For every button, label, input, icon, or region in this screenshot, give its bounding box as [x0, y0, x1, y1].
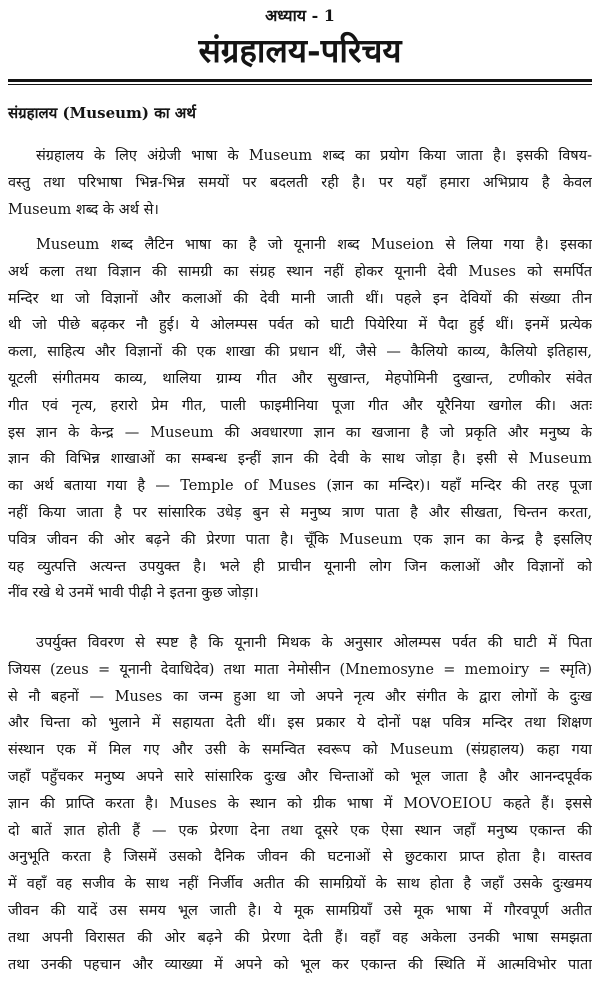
text-line: यह व्युत्पत्ति अत्यन्त उपयुक्त है। भले ही प्राचीन यूनानी लोग जिन कलाओं और विज्ञानों को: [8, 558, 592, 575]
paragraph-3: [8, 630, 592, 978]
text-line: उपर्युक्त विवरण से स्पष्ट है कि यूनानी मिथक के अनुसार ओलम्पस पर्वत की घाटी में पिता: [36, 635, 592, 651]
text-line: नींव रखे थे उनमें भावी पीढ़ी ने इतना कुछ जोड़ा।: [8, 585, 259, 602]
chapter-title: संग्रहालय-परिचय: [198, 31, 402, 70]
text-line: यूटली संगीतमय काव्य, थालिया ग्राम्य गीत और सुखान्त, मेहपोमिनी दुखान्त, टणीकोर संवेत: [8, 370, 592, 387]
title-rule-thin: [8, 84, 592, 85]
text-line: का अर्थ बताया गया है — Temple of Muses (ज्ञान का मन्दिर)। यहाँ मन्दिर की तरह पूजा: [8, 478, 592, 495]
text-line: इस ज्ञान के केन्द्र — Museum की अवधारणा ज्ञान का खजाना है जो प्रकृति और मनुष्य के: [8, 424, 592, 441]
text-line: संस्थान एक में मिल गए और उसी के समन्वित स्वरूप को Museum (संग्रहालय) कहा गया: [8, 742, 592, 759]
text-line: जीवन की यादें उस समय भूल जाती है। ये मूक सामग्रियाँ उसे मूक भाषा में गौरवपूर्ण अतीत: [8, 902, 592, 919]
text-line: अनुभूति करता है जिसमें उसको दैनिक जीवन की घटनाओं से छुटकारा प्राप्त होता है। वास्तव: [8, 849, 592, 866]
text-line: से नौ बहनों — Muses का जन्म हुआ था जो अपने नृत्य और संगीत के द्वारा लोगों के दुःख: [8, 688, 592, 705]
chapter-number: अध्याय - 1: [265, 6, 335, 25]
text-line: कला, साहित्य और विज्ञानों की एक शाखा की प्रधान थीं, जैसे — कैलियो काव्य, कैलियो इतिहास,: [8, 344, 592, 361]
text-line: Museum शब्द लैटिन भाषा का है जो यूनानी शब्द Museion से लिया गया है। इसका: [36, 237, 592, 253]
text-line: Museum शब्द के अर्थ से।: [8, 201, 159, 218]
text-line: जियस (zeus = यूनानी देवाधिदेव) तथा माता नेमोसीन (Mnemosyne = memoiry = स्मृति): [8, 661, 592, 678]
paragraph-2: [8, 232, 592, 607]
text-line: जहाँ पहुँचकर मनुष्य अपने सारे सांसारिक दुःख और चिन्ताओं को भूल जाता है और आनन्दपूर्वक: [8, 768, 592, 785]
text-line: अर्थ कला तथा विज्ञान की सामग्री का संग्रह स्थान नहीं होकर यूनानी देवी Muses को समर्पित: [8, 263, 592, 280]
text-line: मन्दिर था जो विज्ञानों और कलाओं की देवी मानी जाती थीं। पहले इन देवियों की संख्या तीन: [8, 290, 592, 307]
text-line: दो बातें ज्ञात होती हैं — एक प्रेरणा देना तथा दूसरे एक ऐसा स्थान जहाँ मनुष्य एकान्त की: [8, 822, 592, 839]
text-line: वस्तु तथा परिभाषा भिन्न-भिन्न समयों पर बदलती रही है। पर यहाँ हमारा अभिप्राय है केवल: [8, 174, 592, 191]
text-line: तथा उनकी पहचान और व्याख्या में अपने को भूल कर एकान्त की स्थिति में आत्मविभोर पाता: [8, 956, 592, 973]
paragraph-1: [8, 143, 592, 223]
text-line: ज्ञान की विभिन्न शाखाओं का सम्बन्ध इन्हीं ज्ञान की देवी के साथ जोड़ा है। इसी से Museum: [8, 451, 592, 468]
text-line: में वहाँ वह सजीव के साथ नहीं निर्जीव अतीत की सामग्रियों के साथ होता है जहाँ उसके दुःखमय: [8, 876, 592, 893]
section-heading: संग्रहालय (Museum) का अर्थ: [8, 104, 196, 122]
text-line: और चिन्ता को भुलाने में सहायता देती थीं। इस प्रकार ये दोनों पक्ष पवित्र मन्दिर तथा शिक्षण: [8, 715, 592, 732]
text-line: पवित्र जीवन की ओर बढ़ने की प्रेरणा पाता है। चूँकि Museum एक ज्ञान का केन्द्र है इसलिए: [8, 531, 592, 548]
text-line: गीत एवं नृत्य, हरारो प्रेम गीत, पाली फाइमीनिया पूजा गीत और यूरैनिया खगोल की। अतः: [8, 397, 592, 414]
text-line: संग्रहालय के लिए अंग्रेजी भाषा के Museum शब्द का प्रयोग किया जाता है। इसकी विषय-: [36, 148, 592, 164]
text-line: तथा अपनी विरासत की ओर बढ़ने की प्रेरणा देती हैं। वहाँ वह अकेला उनकी भाषा समझता: [8, 929, 592, 946]
text-line: थी जो पीछे बढ़कर नौ हुई। ये ओलम्पस पर्वत को घाटी पियेरिया में पैदा हुई थीं। इनमें प्रत्येक: [8, 317, 592, 334]
title-rule-thick: [8, 79, 592, 82]
text-line: नहीं किया जाता है पर सांसारिक उधेड़ बुन से मनुष्य त्राण पाता है और सीखता, चिन्तन करता,: [8, 504, 592, 521]
text-line: ज्ञान की प्राप्ति करता है। Muses के स्थान को ग्रीक भाषा में MOVOEIOU कहते हैं। इससे: [8, 795, 592, 812]
